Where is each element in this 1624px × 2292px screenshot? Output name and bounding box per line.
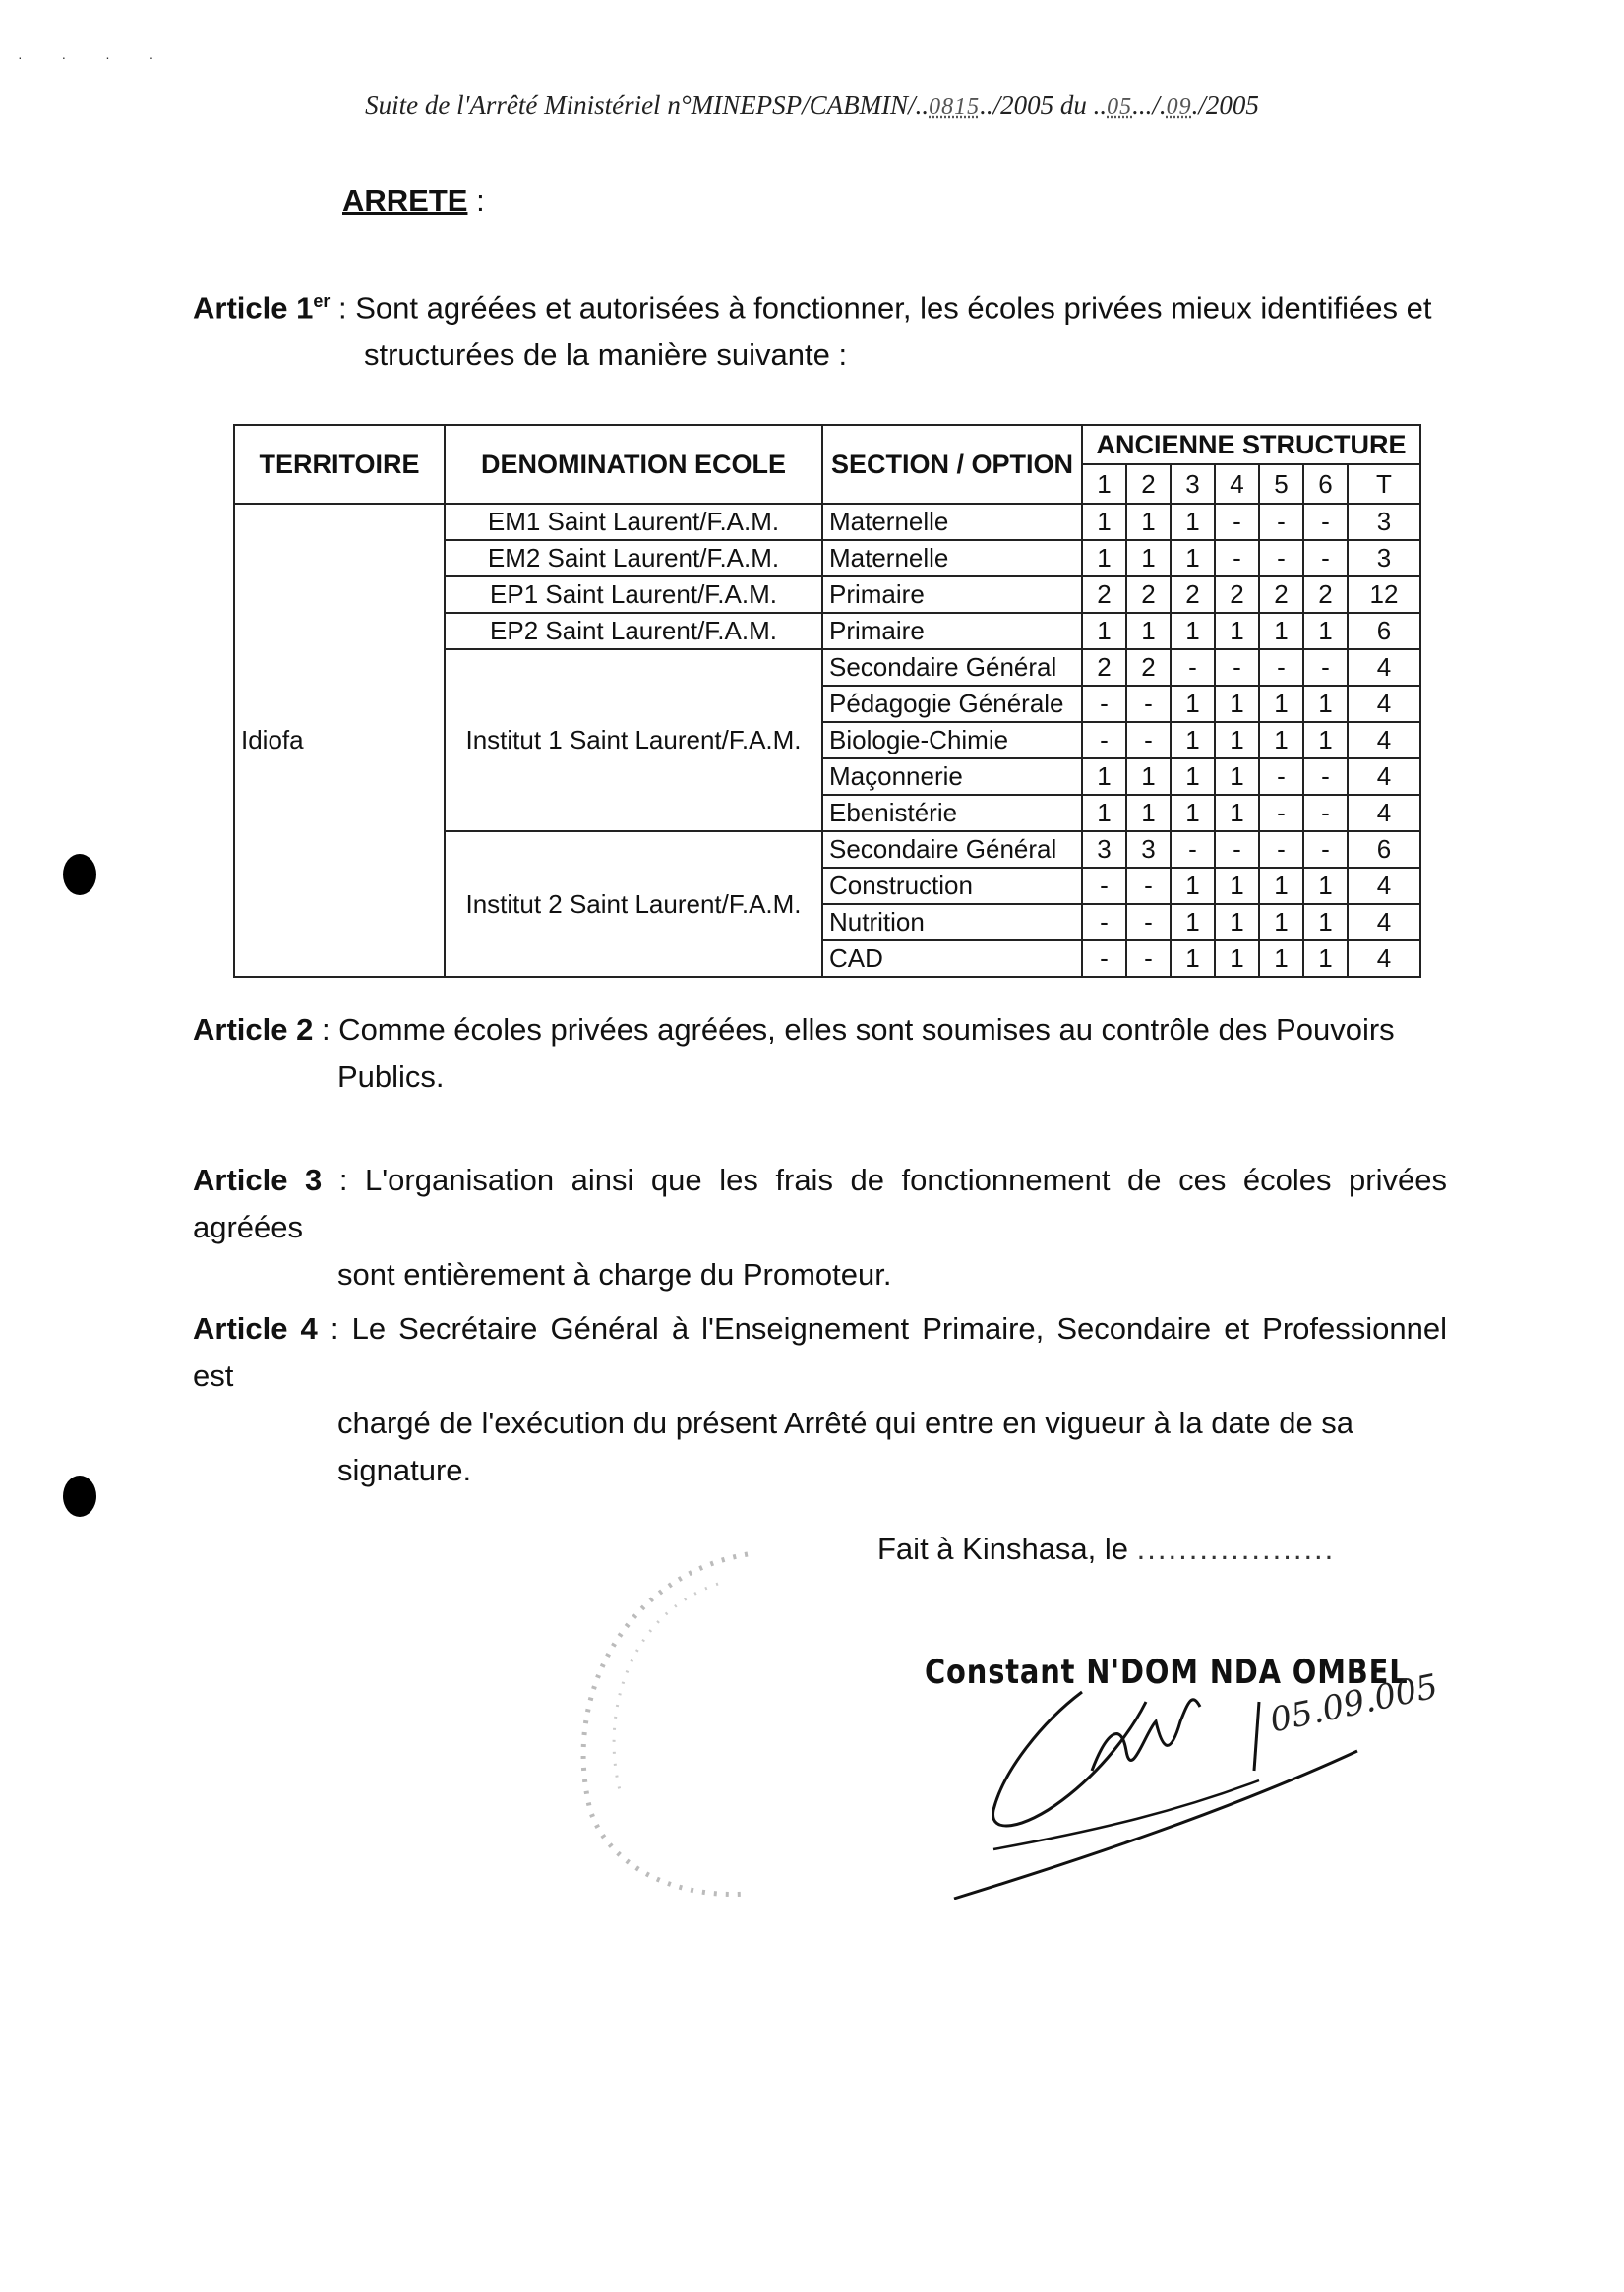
year-cell: -	[1082, 868, 1126, 904]
fait-text: Fait à Kinshasa, le	[877, 1532, 1137, 1566]
section-cell: Maçonnerie	[822, 758, 1082, 795]
article-4-text-3: signature.	[337, 1453, 472, 1487]
year-cell: 1	[1259, 904, 1303, 940]
year-cell: -	[1215, 831, 1259, 868]
total-cell: 4	[1348, 795, 1420, 831]
year-cell: -	[1082, 940, 1126, 977]
year-cell: 1	[1082, 504, 1126, 540]
school-name-cell: EP1 Saint Laurent/F.A.M.	[445, 576, 822, 613]
section-cell: Maternelle	[822, 540, 1082, 576]
section-cell: Secondaire Général	[822, 831, 1082, 868]
article-1-text-2: structurées de la manière suivante :	[364, 337, 848, 373]
header-year: ../2005 du ..	[980, 90, 1108, 120]
year-cell: -	[1082, 722, 1126, 758]
header-sep: .../.	[1132, 90, 1167, 120]
year-cell: -	[1259, 758, 1303, 795]
article-1	[193, 277, 1447, 379]
section-cell: CAD	[822, 940, 1082, 977]
header-prefix: Suite de l'Arrêté Ministériel n°MINEPSP/CABMIN/..	[365, 90, 930, 120]
year-cell: 1	[1259, 868, 1303, 904]
total-cell: 4	[1348, 758, 1420, 795]
article-2-text: : Comme écoles privées agréées, elles sont soumises au contrôle des Pouvoirs	[313, 1012, 1395, 1047]
total-cell: 4	[1348, 722, 1420, 758]
year-cell: 1	[1303, 940, 1348, 977]
header-col-5: 5	[1259, 464, 1303, 504]
school-name-cell: Institut 1 Saint Laurent/F.A.M.	[445, 649, 822, 831]
year-cell: -	[1126, 904, 1171, 940]
year-cell: 2	[1082, 576, 1126, 613]
year-cell: 1	[1171, 795, 1215, 831]
year-cell: -	[1259, 831, 1303, 868]
article-2-label: Article 2	[193, 1012, 314, 1047]
section-cell: Nutrition	[822, 904, 1082, 940]
punch-hole-1	[63, 854, 96, 895]
header-structure: ANCIENNE STRUCTURE	[1082, 425, 1420, 464]
article-2	[193, 1006, 1447, 1101]
year-cell: 1	[1171, 722, 1215, 758]
year-cell: -	[1171, 831, 1215, 868]
header-number: 0815	[929, 94, 981, 120]
article-1-sup: er	[313, 291, 331, 311]
year-cell: 1	[1303, 613, 1348, 649]
year-cell: -	[1303, 649, 1348, 686]
arrete-title: ARRETE	[342, 183, 468, 217]
article-4-text-2: chargé de l'exécution du présent Arrêté qui entre en vigueur à la date de sa	[337, 1406, 1354, 1440]
header-territoire: TERRITOIRE	[234, 425, 445, 504]
year-cell: 1	[1303, 686, 1348, 722]
year-cell: 1	[1126, 613, 1171, 649]
year-cell: -	[1259, 504, 1303, 540]
total-cell: 4	[1348, 940, 1420, 977]
section-cell: Construction	[822, 868, 1082, 904]
year-cell: 1	[1082, 613, 1126, 649]
year-cell: -	[1259, 540, 1303, 576]
header-reference	[0, 90, 1624, 121]
year-cell: 1	[1126, 540, 1171, 576]
year-cell: -	[1259, 649, 1303, 686]
year-cell: 2	[1082, 649, 1126, 686]
year-cell: 1	[1171, 686, 1215, 722]
year-cell: 1	[1259, 686, 1303, 722]
year-cell: 1	[1303, 868, 1348, 904]
scan-specks: · · · ·	[18, 49, 172, 65]
year-cell: -	[1126, 722, 1171, 758]
arrete-colon: :	[467, 183, 485, 217]
signer-name: Constant N'DOM NDA OMBEL	[925, 1653, 1409, 1692]
year-cell: 1	[1171, 504, 1215, 540]
section-cell: Maternelle	[822, 504, 1082, 540]
school-name-cell: EM2 Saint Laurent/F.A.M.	[445, 540, 822, 576]
arrete-heading	[342, 183, 485, 218]
year-cell: -	[1082, 904, 1126, 940]
year-cell: 1	[1171, 940, 1215, 977]
header-col-t: T	[1348, 464, 1420, 504]
article-3-label: Article 3	[193, 1163, 323, 1197]
year-cell: -	[1303, 795, 1348, 831]
section-cell: Pédagogie Générale	[822, 686, 1082, 722]
header-col-1: 1	[1082, 464, 1126, 504]
year-cell: 2	[1215, 576, 1259, 613]
article-2-text-2: Publics.	[337, 1059, 445, 1094]
section-cell: Primaire	[822, 576, 1082, 613]
signature-date: 05.09.005	[1266, 1666, 1442, 1741]
article-4	[193, 1305, 1447, 1494]
year-cell: 1	[1259, 613, 1303, 649]
header-section: SECTION / OPTION	[822, 425, 1082, 504]
year-cell: -	[1126, 940, 1171, 977]
total-cell: 4	[1348, 904, 1420, 940]
year-cell: 2	[1259, 576, 1303, 613]
year-cell: -	[1082, 686, 1126, 722]
year-cell: 1	[1126, 795, 1171, 831]
year-cell: 1	[1171, 540, 1215, 576]
header-month: 09	[1166, 94, 1192, 120]
year-cell: -	[1215, 540, 1259, 576]
year-cell: -	[1215, 649, 1259, 686]
header-denomination: DENOMINATION ECOLE	[445, 425, 822, 504]
year-cell: -	[1303, 831, 1348, 868]
year-cell: -	[1171, 649, 1215, 686]
year-cell: -	[1303, 758, 1348, 795]
header-col-2: 2	[1126, 464, 1171, 504]
year-cell: 3	[1082, 831, 1126, 868]
section-cell: Ebenistérie	[822, 795, 1082, 831]
year-cell: 1	[1171, 904, 1215, 940]
year-cell: 2	[1171, 576, 1215, 613]
year-cell: 1	[1082, 795, 1126, 831]
year-cell: 1	[1082, 758, 1126, 795]
total-cell: 6	[1348, 613, 1420, 649]
section-cell: Primaire	[822, 613, 1082, 649]
total-cell: 3	[1348, 540, 1420, 576]
year-cell: 1	[1215, 795, 1259, 831]
year-cell: -	[1259, 795, 1303, 831]
total-cell: 4	[1348, 649, 1420, 686]
year-cell: 1	[1215, 722, 1259, 758]
total-cell: 4	[1348, 868, 1420, 904]
header-col-6: 6	[1303, 464, 1348, 504]
year-cell: 1	[1171, 613, 1215, 649]
year-cell: 1	[1215, 868, 1259, 904]
year-cell: 1	[1215, 613, 1259, 649]
year-cell: -	[1126, 686, 1171, 722]
schools-table	[233, 424, 1421, 978]
school-name-cell: Institut 2 Saint Laurent/F.A.M.	[445, 831, 822, 977]
article-1-text: : Sont agréées et autorisées à fonctionner, les écoles privées mieux identifiées et	[330, 290, 1432, 326]
section-cell: Secondaire Général	[822, 649, 1082, 686]
year-cell: -	[1303, 504, 1348, 540]
table-row	[234, 504, 1420, 540]
date-dots: ...................	[1136, 1532, 1336, 1566]
year-cell: 2	[1126, 649, 1171, 686]
school-name-cell: EP2 Saint Laurent/F.A.M.	[445, 613, 822, 649]
header-col-4: 4	[1215, 464, 1259, 504]
total-cell: 4	[1348, 686, 1420, 722]
year-cell: 1	[1082, 540, 1126, 576]
punch-hole-2	[63, 1476, 96, 1517]
total-cell: 6	[1348, 831, 1420, 868]
year-cell: 1	[1303, 722, 1348, 758]
year-cell: 1	[1259, 940, 1303, 977]
year-cell: 1	[1171, 868, 1215, 904]
year-cell: -	[1303, 540, 1348, 576]
article-4-label: Article 4	[193, 1311, 318, 1346]
school-name-cell: EM1 Saint Laurent/F.A.M.	[445, 504, 822, 540]
total-cell: 3	[1348, 504, 1420, 540]
year-cell: 1	[1215, 758, 1259, 795]
year-cell: -	[1215, 504, 1259, 540]
year-cell: 1	[1126, 504, 1171, 540]
year-cell: 1	[1215, 686, 1259, 722]
header-day: 05	[1107, 94, 1133, 120]
article-3-text: : L'organisation ainsi que les frais de fonctionnement de ces écoles privées agréées	[193, 1163, 1447, 1244]
year-cell: 2	[1126, 576, 1171, 613]
year-cell: -	[1126, 868, 1171, 904]
year-cell: 2	[1303, 576, 1348, 613]
year-cell: 3	[1126, 831, 1171, 868]
total-cell: 12	[1348, 576, 1420, 613]
header-col-3: 3	[1171, 464, 1215, 504]
faded-stamp	[551, 1535, 807, 1908]
article-3	[193, 1157, 1447, 1298]
year-cell: 1	[1303, 904, 1348, 940]
place-date	[877, 1532, 1335, 1567]
section-cell: Biologie-Chimie	[822, 722, 1082, 758]
year-cell: 1	[1171, 758, 1215, 795]
article-4-text: : Le Secrétaire Général à l'Enseignement Primaire, Secondaire et Professionnel est	[193, 1311, 1448, 1393]
article-1-label: Article 1	[193, 290, 314, 326]
territoire-cell: Idiofa	[234, 504, 445, 977]
year-cell: 1	[1215, 940, 1259, 977]
article-3-text-2: sont entièrement à charge du Promoteur.	[337, 1257, 892, 1292]
header-suffix: ./2005	[1191, 90, 1259, 120]
year-cell: 1	[1259, 722, 1303, 758]
year-cell: 1	[1126, 758, 1171, 795]
year-cell: 1	[1215, 904, 1259, 940]
